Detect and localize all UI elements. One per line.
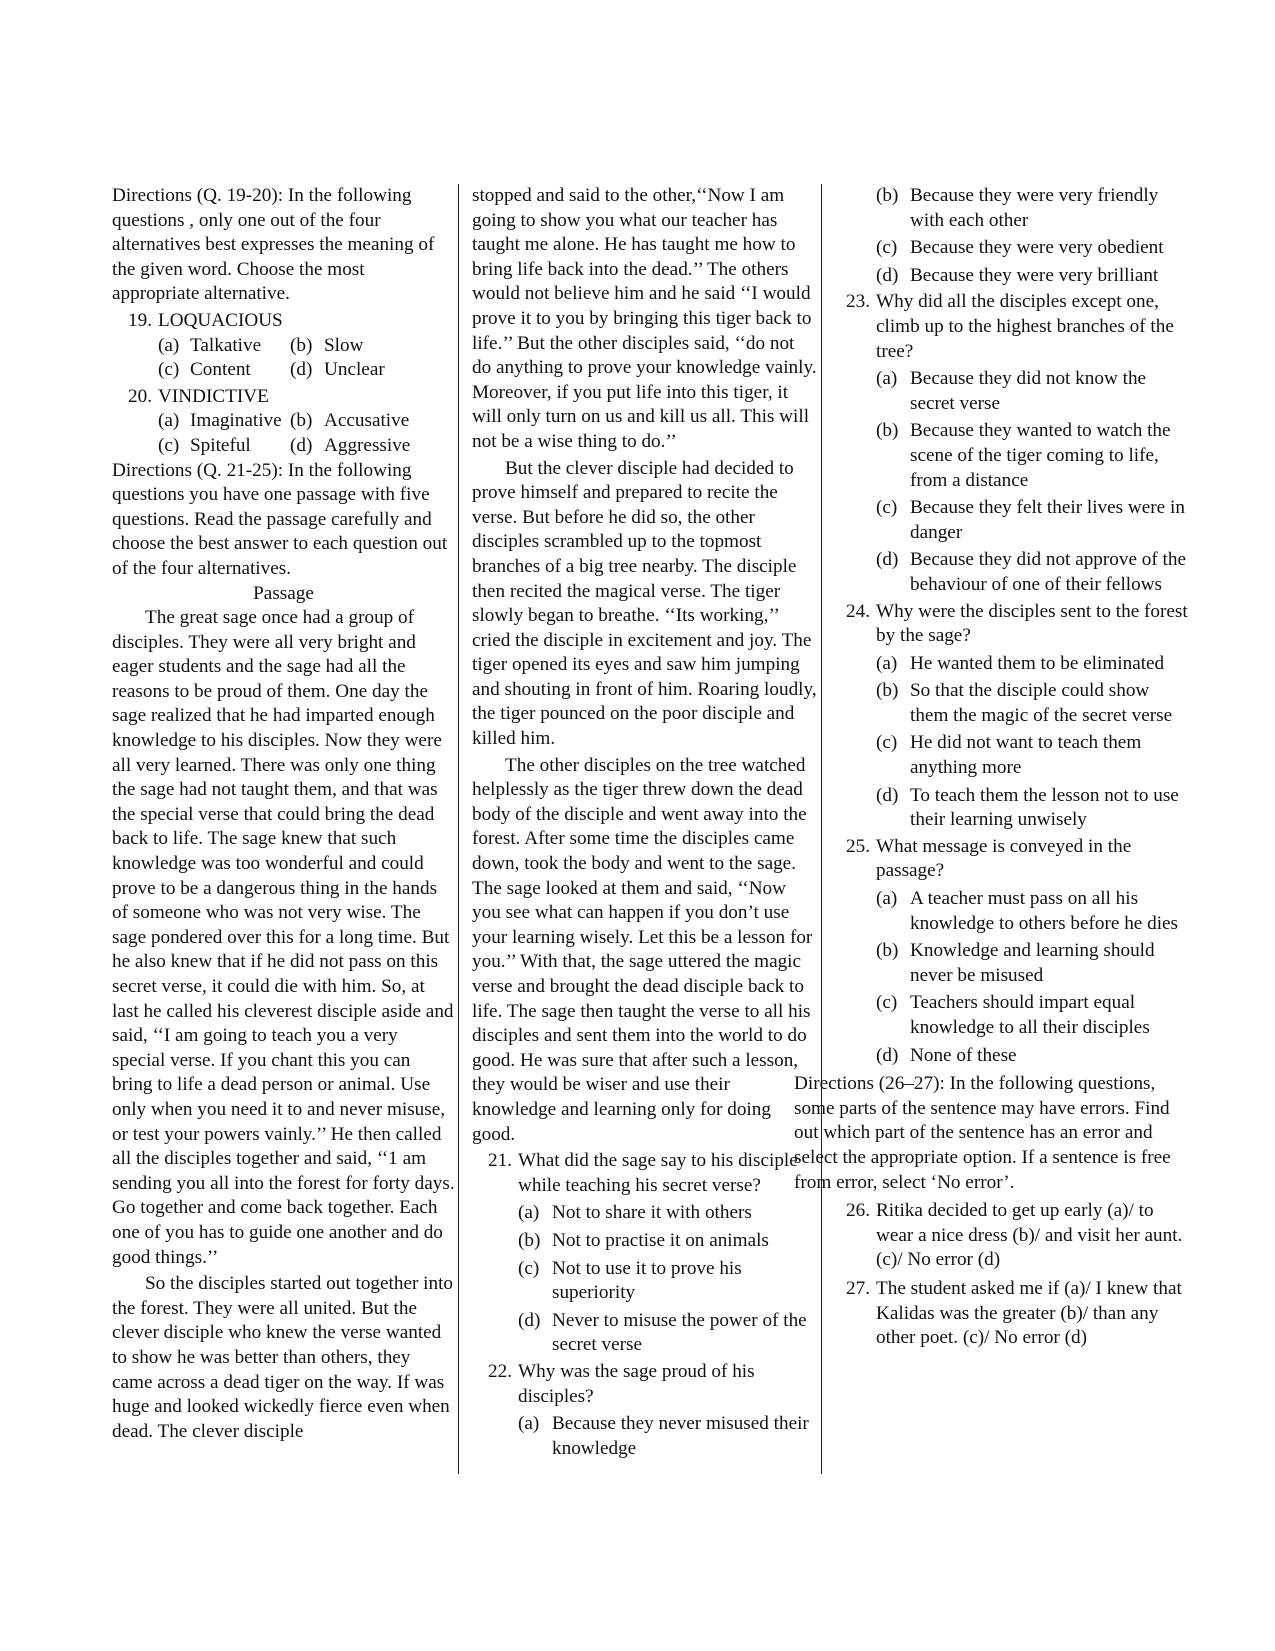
option-text: Because they wanted to watch the scene of the tiger coming to life, from a distance [910,420,1171,491]
option-label: (c) [876,992,898,1014]
option-label: (c) [158,359,180,381]
option-text: Content [190,359,251,381]
question-number: 23. [846,291,870,313]
option-label: (d) [876,1044,899,1066]
option-text: Accusative [324,410,410,432]
option-text: Because they were very friendly with each other [910,185,1159,231]
question-text: Why were the disciples sent to the forest by the sage? [876,600,1188,647]
option-text: Not to practise it on animals [552,1229,769,1251]
option-label: (a) [518,1413,540,1435]
option-c [518,1257,817,1306]
option-b [876,419,1192,493]
directions-21-25: Directions (Q. 21-25): In the following questions you have one passage with five questions. Read the passage carefully and choose the best answer to each question out of the four alternatives. [112,459,448,579]
option-label: (d) [290,434,313,456]
question-number: 24. [846,600,870,622]
question-number: 20. [128,385,152,407]
question-text: The student asked me if (a)/ I knew that Kalidas was the greater (b)/ than any other poet. (c)/ No error (d) [876,1277,1182,1349]
option-text: Talkative [190,334,262,356]
option-c [876,496,1192,545]
question-27 [830,1277,1192,1351]
option-d [876,784,1192,833]
question-22 [472,1360,817,1461]
question-text: Why did all the disciples except one, climb up to the highest branches of the tree? [876,291,1174,362]
question-24 [830,600,1192,833]
option-text: So that the disciple could show them the magic of the secret verse [910,680,1173,726]
option-a [518,1412,817,1461]
directions-19-20: Directions (Q. 19-20): In the following questions , only one out of the four alternatives best expresses the meaning of the given word. Choose the most appropriate alternative. [112,185,435,305]
option-label: (a) [158,334,180,356]
option-b [876,939,1192,988]
option-text: None of these [910,1044,1017,1066]
column-divider-left [458,184,459,1474]
option-label: (b) [876,680,899,702]
option-text: Teachers should impart equal knowledge to all their disciples [910,992,1150,1038]
question-20-options [112,409,455,458]
option-text: Spiteful [190,434,251,456]
option-text: Knowledge and learning should never be misused [910,940,1155,986]
option-label: (c) [876,237,898,259]
option-b [876,184,1192,233]
question-number: 26. [846,1200,870,1222]
question-number: 21. [488,1150,512,1172]
question-number: 19. [128,309,152,331]
option-label: (c) [876,497,898,519]
option-b [876,679,1192,728]
option-label: (c) [158,434,180,456]
option-b [518,1229,817,1254]
option-text: Because they were very brilliant [910,264,1159,286]
option-text: Aggressive [324,434,411,456]
question-20 [112,385,455,410]
option-c [876,991,1192,1040]
option-label: (a) [158,410,180,432]
question-number: 25. [846,835,870,857]
option-text: Because they felt their lives were in danger [910,497,1185,543]
question-number: 22. [488,1360,512,1382]
option-text: A teacher must pass on all his knowledge to others before he dies [910,888,1179,934]
option-a [876,367,1192,416]
option-a [876,652,1192,677]
option-label: (b) [518,1229,541,1251]
directions-26-27: Directions (26–27): In the following questions, some parts of the sentence may have errors. Find out which part of the sentence has an error and select the appropriate option. If a sentence is free from error, select ‘No error’. [794,1073,1171,1193]
option-label: (b) [290,410,313,432]
column-1 [112,184,455,1444]
question-text: What did the sage say to his disciple while teaching his secret verse? [518,1150,798,1196]
option-a [518,1201,817,1226]
option-label: (d) [876,549,899,571]
option-text: Imaginative [190,410,282,432]
option-a [876,887,1192,936]
option-text: Slow [324,334,364,356]
question-number: 27. [846,1277,870,1299]
question-26 [830,1199,1192,1273]
option-text: He did not want to teach them anything more [910,732,1142,779]
option-label: (b) [876,420,899,442]
option-label: (a) [876,652,898,674]
option-label: (c) [518,1257,540,1279]
option-label: (d) [518,1309,541,1331]
passage-paragraph-2: So the disciples started out together into the forest. They were all united. But the clever disciple who knew the verse wanted to show he was better than others, they came across a dead tiger on the way. If was huge and looked wickedly fierce even when dead. The clever disciple [112,1273,454,1442]
option-text: Because they never misused their knowledge [552,1413,809,1459]
question-19 [112,309,455,334]
option-label: (b) [290,334,313,356]
question-text: VINDICTIVE [158,385,269,407]
option-label: (a) [518,1202,540,1224]
question-text: LOQUACIOUS [158,309,283,331]
column-2 [472,184,817,1461]
option-text: Because they did not know the secret verse [910,368,1147,414]
question-23 [830,290,1192,597]
column-divider-right [821,184,822,1474]
option-d [876,548,1192,597]
question-text: Ritika decided to get up early (a)/ to wear a nice dress (b)/ and visit her aunt. (c)/ No error (d) [876,1200,1183,1271]
question-19-options [112,334,455,383]
option-text: Because they did not approve of the behaviour of one of their fellows [910,549,1186,595]
option-d [876,1044,1192,1069]
option-text: Not to use it to prove his superiority [552,1257,742,1304]
option-label: (d) [876,264,899,286]
option-text: He wanted them to be eliminated [910,652,1165,674]
option-text: Unclear [324,359,385,381]
question-22-continued [830,184,1192,288]
passage-title: Passage [253,582,314,604]
passage-paragraph-4: The other disciples on the tree watched helplessly as the tiger threw down the dead body of the disciple and went away into the forest. After some time the disciples came down, took the body and went to the sage. The sage looked at them and said, ‘‘Now you see what can happen if you don’t use your learning wisely. Let this be a lesson for you.’’ With that, the sage uttered the magic verse and brought the dead disciple back to life. The sage then taught the verse to all his disciples and sent them into the world to do good. He was sure that after such a lesson, they would be wiser and use their knowledge and learning only for doing good. [472,754,813,1145]
passage-paragraph-2-continued: stopped and said to the other,‘‘Now I am going to show you what our teacher has taught me alone. He has taught me how to bring life back into the dead.’’ The others would not believe him and he said ‘‘I would prove it to you by bringing this tiger back to life.’’ But the other disciples said, ‘‘do not do anything to prove your knowledge vainly. Moreover, if you put life into this tiger, it will only turn on us and kill us all. This will not be a wise thing to do.’’ [472,185,817,452]
question-25 [830,835,1192,1068]
option-c [876,236,1192,261]
option-c [876,731,1192,780]
option-d [518,1309,817,1358]
question-text: Why was the sage proud of his disciples? [518,1360,755,1407]
option-label: (a) [876,368,898,390]
passage-paragraph-1: The great sage once had a group of disciples. They were all very bright and eager students and the sage had all the reasons to be proud of them. One day the sage realized that he had imparted enough knowledge to his disciples. Now they were all very learned. There was only one thing the sage had not taught them, and that was the special verse that could bring the dead back to life. The sage knew that such knowledge was too wonderful and could prove to be a dangerous thing in the hands of someone who was not very wise. The sage pondered over this for a long time. But he also knew that if he did not pass on this secret verse, it could die with him. So, at last he called his cleverest disciple aside and said, ‘‘I am going to teach you a very special verse. If you chant this you can bring to life a dead person or animal. Use only when you need it to and never misuse, or test your powers vainly.’’ He then called all the disciples together and said, ‘‘1 am sending you all into the forest for forty days. Go together and come back together. Each one of you has to guide one another and do good things.’’ [112,607,455,1268]
column-3 [794,184,1192,1351]
question-21 [472,1149,817,1358]
option-label: (b) [876,185,899,206]
option-label: (d) [290,359,313,381]
option-label: (c) [876,732,898,754]
option-label: (a) [876,888,898,910]
option-text: To teach them the lesson not to use their learning unwisely [910,784,1179,831]
option-label: (b) [876,940,899,962]
passage-paragraph-3: But the clever disciple had decided to prove himself and prepared to recite the verse. But before he did so, the other disciples scrambled up to the topmost branches of a big tree nearby. The disciple then recited the magical verse. The tiger slowly began to breathe. ‘‘Its working,’’ cried the disciple in excitement and joy. The tiger opened its eyes and saw him jumping and shouting in front of him. Roaring loudly, the tiger pounced on the poor disciple and killed him. [472,457,817,750]
option-text: Never to misuse the power of the secret verse [552,1309,807,1356]
option-text: Because they were very obedient [910,237,1164,259]
question-text: What message is conveyed in the passage? [876,835,1132,882]
option-label: (d) [876,784,899,806]
option-text: Not to share it with others [552,1202,752,1224]
option-d [876,264,1192,289]
